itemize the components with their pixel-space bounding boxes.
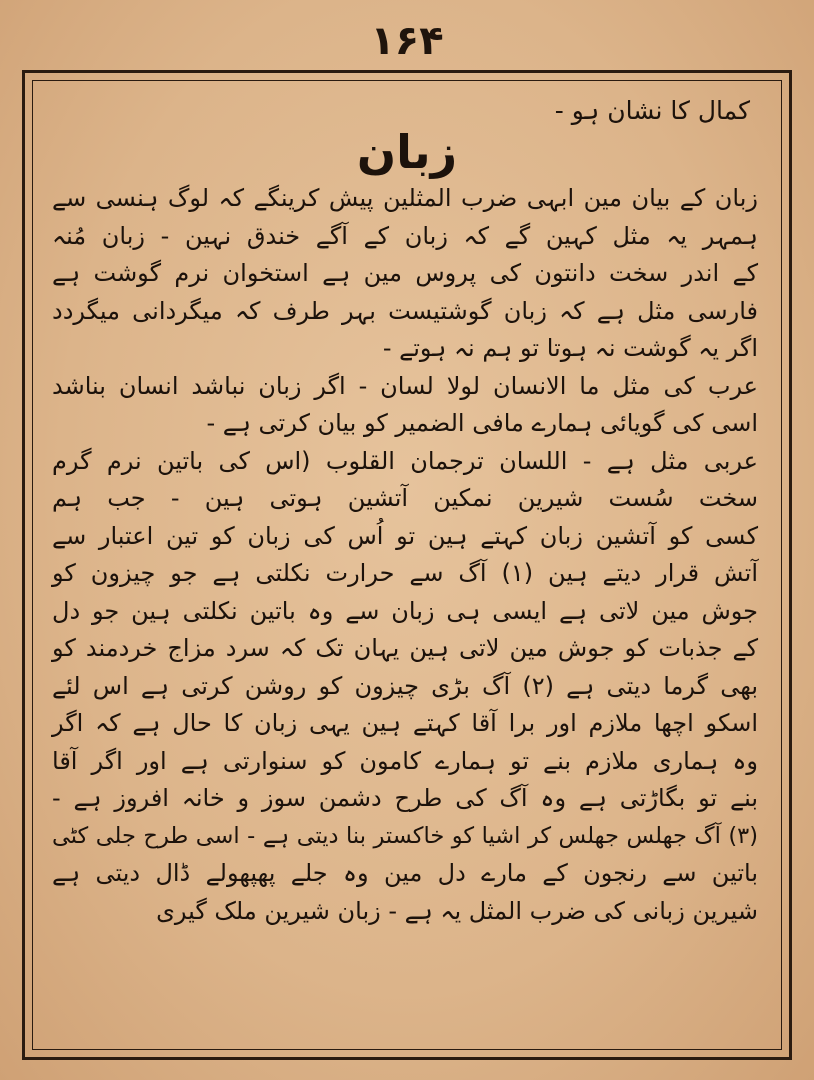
text-line: کے جذبات کو جوش مین لاتی ہین یہان تک کہ سرد مزاج خردمند کو	[52, 634, 758, 662]
text-body	[42, 90, 772, 1040]
text-line: شیرین زبانی کی ضرب المثل یہ ہے - زبان شیرین ملک گیری	[156, 896, 758, 925]
text-line: کسی کو آتشین زبان کہتے ہین تو اُس کی زبان کو تین اعتبار سے	[52, 521, 758, 550]
text-line: بھی گرما دیتی ہے (۲) آگ بڑی چیزون کو روشن کرتی ہے اس لئے	[52, 671, 758, 700]
text-line: آتش قرار دیتے ہین (۱) آگ سے حرارت نکلتی ہے جو چیزون کو	[52, 559, 758, 587]
text-line: وہ ہماری ملازم بنے تو ہمارے کامون کو سنوارتی ہے اور اگر آقا	[52, 746, 758, 775]
text-line: اگر یہ گوشت نہ ہوتا تو ہم نہ ہوتے -	[382, 334, 758, 362]
previous-section-ending: کمال کا نشان ہو -	[554, 96, 750, 125]
text-line: عرب کی مثل ما الانسان لولا لسان - اگر زبان نباشد انسان بناشد	[52, 371, 758, 400]
text-line: عربی مثل ہے - اللسان ترجمان القلوب (اس کی باتین نرم گرم	[52, 446, 758, 475]
text-line: ہمہر یہ مثل کہین گے کہ زبان کے آگے خندق نہین - زبان مُنہ	[52, 221, 758, 250]
text-line: باتین سے رنجون کے مارے دل مین وہ جلے پھپھولے ڈال دیتی ہے	[52, 859, 758, 887]
text-line: اسکو اچھا ملازم اور برا آقا کہتے ہین یہی زبان کا حال ہے کہ اگر	[52, 709, 758, 737]
text-line: زبان کے بیان مین ابہی ضرب المثلین پیش کرینگے کہ لوگ ہنسی سے	[52, 184, 758, 212]
text-line: جوش مین لاتی ہے ایسی ہی زبان سے وہ باتین نکلتی ہین جو دل	[52, 596, 758, 625]
text-line: فارسی مثل ہے کہ زبان گوشتیست بہر طرف کہ میگردانی میگردد	[52, 296, 758, 325]
text-line: کے اندر سخت دانتون کی پروس مین ہے استخوان نرم گوشت ہے	[52, 259, 758, 287]
text-line: اسی کی گویائی ہمارے مافی الضمیر کو بیان کرتی ہے -	[206, 409, 758, 437]
text-line: (۳) آگ جھلس جھلس کر اشیا کو خاکستر بنا دیتی ہے - اسی طرح جلی کٹی	[52, 822, 758, 849]
text-line: سخت سُست شیرین نمکین آتشین ہوتی ہین - جب ہم	[52, 484, 758, 512]
page-number: ۱۶۴	[370, 18, 444, 64]
text-line: بنے تو بگاڑتی ہے وہ آگ کی طرح دشمن سوز و خانہ افروز ہے -	[52, 784, 758, 812]
section-heading: زبان	[356, 125, 458, 179]
